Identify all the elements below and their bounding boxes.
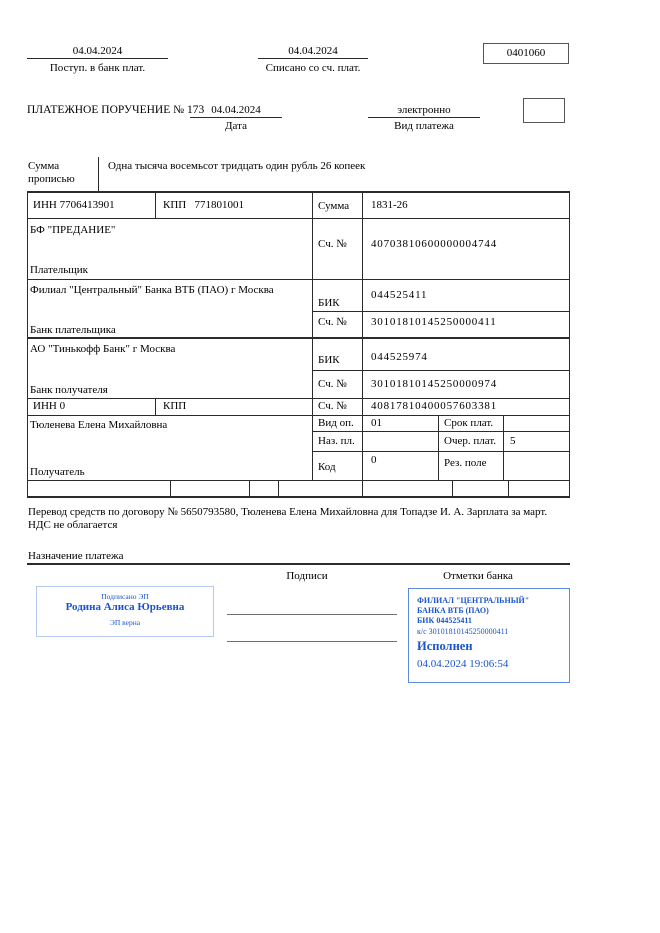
table-border <box>569 191 570 497</box>
srok-plat-label: Срок плат. <box>444 417 494 429</box>
table-border <box>27 279 570 280</box>
payer-bank-bik: 044525411 <box>371 289 428 301</box>
table-border <box>312 451 570 452</box>
receiver-account: 40817810400057603381 <box>371 400 497 412</box>
table-border <box>249 480 250 496</box>
kod-label: Код <box>318 461 336 473</box>
table-border <box>362 191 363 497</box>
table-border <box>27 415 570 416</box>
vid-op-label: Вид оп. <box>318 417 354 429</box>
form-code-box <box>483 43 569 64</box>
amount-words-label-1: Сумма <box>28 160 60 172</box>
table-border <box>155 398 156 415</box>
table-border <box>170 480 171 496</box>
naz-pl-label: Наз. пл. <box>318 435 355 447</box>
payer-kpp: КПП 771801001 <box>163 199 244 211</box>
payer-bank-bik-label: БИК <box>318 297 340 309</box>
signature-line <box>227 641 397 642</box>
bank-stamp-corr-account: к/с 30101810145250000411 <box>417 627 509 636</box>
payment-kind-label: Вид платежа <box>394 120 454 132</box>
payment-kind-underline <box>368 117 480 118</box>
signatures-header: Подписи <box>286 570 328 582</box>
table-border <box>27 218 570 219</box>
receiver-bank-account-label: Сч. № <box>318 378 347 390</box>
date-underline <box>190 117 282 118</box>
receiver-bank-bik-label: БИК <box>318 354 340 366</box>
form-code: 0401060 <box>506 47 546 59</box>
table-border <box>312 431 570 432</box>
receiver-bank-caption: Банк получателя <box>30 384 108 396</box>
receiver-caption: Получатель <box>30 466 85 478</box>
receiver-kpp: КПП <box>163 400 187 412</box>
debited-label: Списано со сч. плат. <box>265 62 361 74</box>
amount-words-label-2: прописью <box>28 173 75 185</box>
payer-inn: ИНН 7706413901 <box>33 199 115 211</box>
purpose-underline <box>27 563 570 565</box>
receiver-bank-name: АО "Тинькофф Банк" г Москва <box>30 343 176 355</box>
table-border <box>278 480 279 496</box>
receiver-inn: ИНН 0 <box>33 400 66 412</box>
payer-name: БФ "ПРЕДАНИЕ" <box>30 224 116 236</box>
ep-stamp-signer-name: Родина Алиса Юрьевна <box>65 601 185 613</box>
payer-bank-account: 30101810145250000411 <box>371 316 497 328</box>
table-border <box>155 191 156 218</box>
payer-caption: Плательщик <box>30 264 88 276</box>
bank-execution-stamp <box>408 588 570 683</box>
rez-pole-label: Рез. поле <box>444 457 487 469</box>
table-border <box>27 480 570 481</box>
purpose-caption: Назначение платежа <box>28 550 124 562</box>
table-border <box>27 191 28 497</box>
document-title: ПЛАТЕЖНОЕ ПОРУЧЕНИЕ № 173 <box>27 104 205 116</box>
signature-line <box>227 614 397 615</box>
receiver-name: Тюленева Елена Михайловна <box>30 419 168 431</box>
purpose-line-2: НДС не облагается <box>28 519 118 531</box>
ocher-plat-label: Очер. плат. <box>444 435 497 447</box>
table-border <box>312 191 313 480</box>
payer-bank-account-label: Сч. № <box>318 316 347 328</box>
electronic-signature-stamp <box>36 586 214 637</box>
table-border <box>27 398 570 399</box>
bank-stamp-status: Исполнен <box>417 639 473 653</box>
amount-label: Сумма <box>318 200 350 212</box>
received-in-bank-date: 04.04.2024 <box>72 45 123 57</box>
table-border <box>312 311 570 312</box>
amount-value: 1831-26 <box>371 199 408 211</box>
bank-stamp-bik: БИК 044525411 <box>417 616 472 625</box>
document-date: 04.04.2024 <box>211 104 261 116</box>
receiver-bank-account: 30101810145250000974 <box>371 378 497 390</box>
debited-underline <box>258 58 368 59</box>
ep-stamp-signed-label: Подписано ЭП <box>101 592 149 601</box>
bank-stamp-datetime: 04.04.2024 19:06:54 <box>417 658 509 670</box>
table-border <box>312 370 570 371</box>
table-border <box>27 496 570 498</box>
status-code-box <box>523 98 565 123</box>
table-border <box>438 415 439 480</box>
received-in-bank-label: Поступ. в банк плат. <box>49 62 146 74</box>
received-underline <box>27 58 168 59</box>
table-border <box>503 415 504 480</box>
bank-marks-header: Отметки банка <box>443 570 513 582</box>
receiver-bank-bik: 044525974 <box>371 351 428 363</box>
ocher-plat-value: 5 <box>510 435 516 447</box>
debited-date: 04.04.2024 <box>288 45 338 57</box>
payer-account-label: Сч. № <box>318 238 347 250</box>
table-border <box>508 480 509 496</box>
amount-words-divider <box>98 157 99 192</box>
payer-account: 40703810600000004744 <box>371 238 497 250</box>
bank-stamp-bank-name: ФИЛИАЛ "ЦЕНТРАЛЬНЫЙ" БАНКА ВТБ (ПАО) <box>417 596 530 615</box>
table-border <box>452 480 453 496</box>
kod-value: 0 <box>371 454 377 466</box>
date-label: Дата <box>225 120 247 132</box>
payer-bank-name: Филиал "Центральный" Банка ВТБ (ПАО) г Москва <box>30 284 274 296</box>
table-border <box>27 337 570 339</box>
receiver-account-label: Сч. № <box>318 400 347 412</box>
purpose-line-1: Перевод средств по договору № 5650793580, Тюленева Елена Михайловна для Топадзе И. А. Зарплата за март. <box>28 506 548 518</box>
table-border <box>27 191 570 193</box>
ep-stamp-valid-label: ЭП верна <box>109 618 141 627</box>
payer-bank-caption: Банк плательщика <box>30 324 116 336</box>
vid-op-value: 01 <box>371 417 382 429</box>
payment-kind-value: электронно <box>397 104 451 116</box>
amount-words-value: Одна тысяча восемьсот тридцать один рубль 26 копеек <box>108 160 366 172</box>
